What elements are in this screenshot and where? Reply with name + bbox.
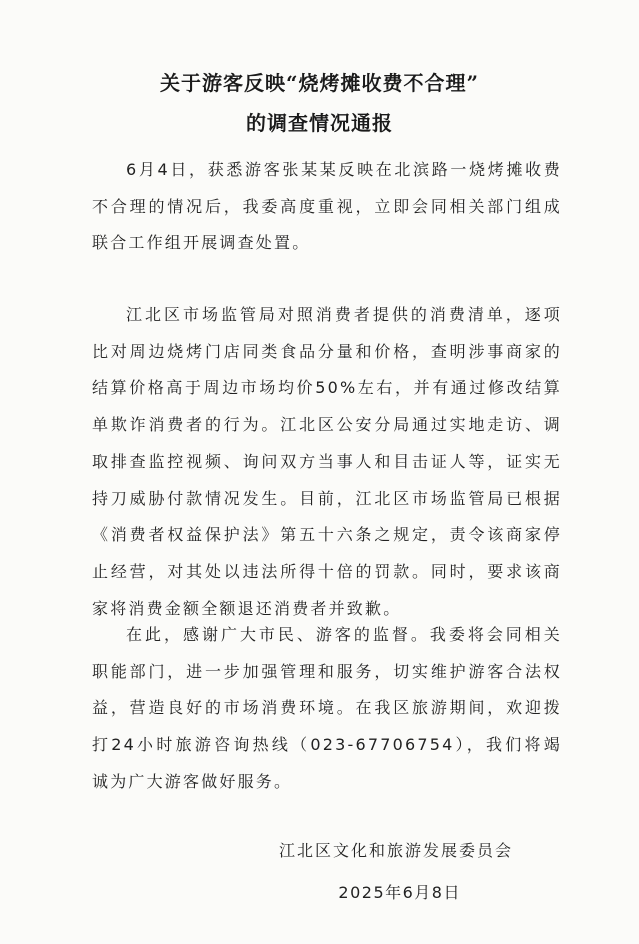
document-title-line-2: 的调查情况通报 <box>246 111 393 135</box>
issue-date: 2025年6月8日 <box>338 883 461 902</box>
paragraph-1: 6月4日，获悉游客张某某反映在北滨路一烧烤摊收费不合理的情况后，我委高度重视，立即会同相关部门组成联合工作组开展调查处置。 <box>92 160 562 253</box>
paragraph-2: 江北区市场监管局对照消费者提供的消费清单，逐项比对周边烧烤门店同类食品分量和价格，查明涉事商家的结算价格高于周边市场均价50%左右，并有通过修改结算单欺诈消费者的行为。江北区公安分局通过实地走访、调取排查监控视频、询问双方当事人和目击证人等，证实无持刀威胁付款情况发生。目前，江北区市场监管局已根据《消费者权益保护法》第五十六条之规定，责令该商家停止经营，对其处以违法所得十倍的罚款。同时，要求该商家将消费金额全额退还消费者并致歉。 <box>92 305 562 618</box>
document-title-line-1: 关于游客反映“烧烤摊收费不合理” <box>159 71 479 95</box>
signer-organization: 江北区文化和旅游发展委员会 <box>278 841 513 860</box>
paragraph-3: 在此，感谢广大市民、游客的监督。我委将会同相关职能部门，进一步加强管理和服务，切实维护游客合法权益，营造良好的市场消费环境。在我区旅游期间，欢迎拨打24小时旅游咨询热线（023-67706754），我们将竭诚为广大游客做好服务。 <box>92 625 562 791</box>
